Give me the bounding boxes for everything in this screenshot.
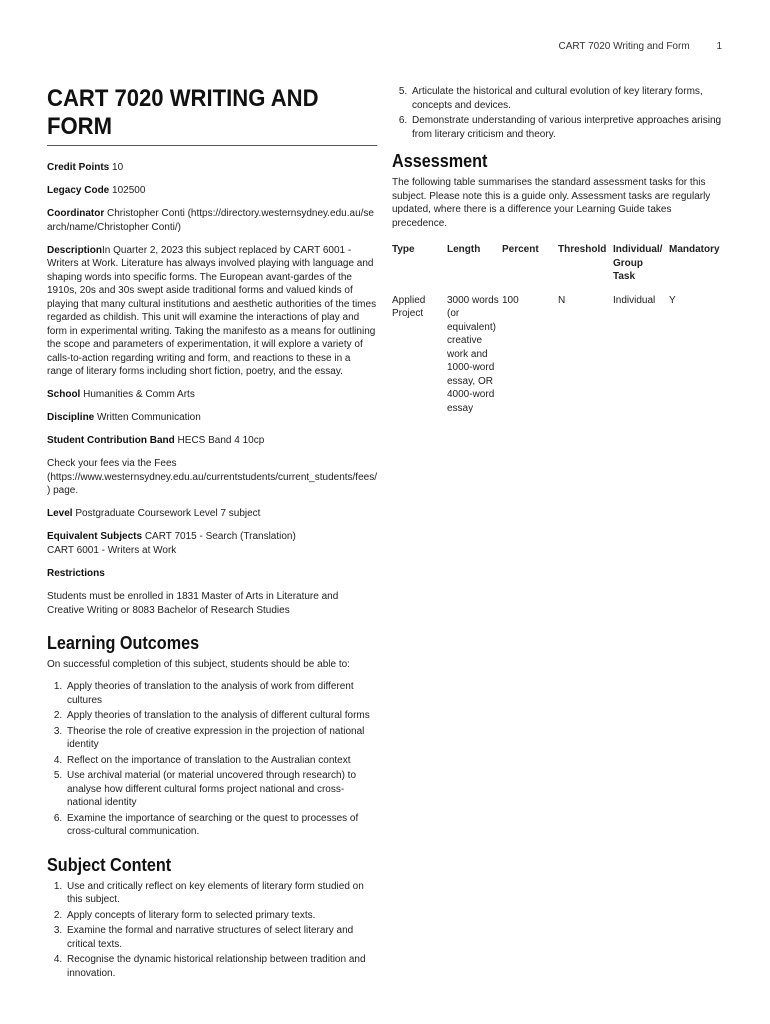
learning-outcomes-list <box>47 680 378 839</box>
list-item: 5. Use archival material (or material uncovered through research) to analyse how different cultural forms project national and cross-national identity <box>65 769 378 810</box>
assessment-heading: Assessment <box>392 151 488 171</box>
restrictions-label: Restrictions <box>47 567 105 579</box>
column-header: Length <box>447 244 481 255</box>
credit-points: Credit Points 10 <box>47 162 124 173</box>
table-cell: 100 <box>502 294 519 306</box>
table-cell: 3000 words (or equivalent) creative work and 1000-word essay, OR 4000-word essay <box>447 294 499 414</box>
learning-outcomes-heading: Learning Outcomes <box>47 632 200 653</box>
running-header-title: CART 7020 Writing and Form <box>558 41 690 52</box>
table-cell: N <box>558 294 566 306</box>
subject-content-heading: Subject Content <box>47 854 172 875</box>
school: School Humanities & Comm Arts <box>47 389 195 400</box>
assessment-intro: The following table summarises the standard assessment tasks for this subject. Please note this is a guide only. Assessment tasks are regularly updated, where there is a difference your Learning Guide takes precedence. <box>392 177 711 229</box>
left-column <box>47 85 378 982</box>
equivalent-subjects: Equivalent Subjects CART 7015 - Search (Translation) CART 6001 - Writers at Work <box>47 531 296 556</box>
list-item: 2. Apply theories of translation to the analysis of different cultural forms <box>65 709 378 723</box>
list-item: 3. Examine the formal and narrative structures of select literary and critical texts. <box>65 924 378 951</box>
column-header: Type <box>392 244 415 255</box>
list-item: 1. Apply theories of translation to the analysis of work from different cultures <box>65 680 378 707</box>
right-column <box>392 85 724 415</box>
list-item: 5. Articulate the historical and cultural evolution of key literary forms, concepts and devices. <box>410 85 724 112</box>
running-header <box>558 41 722 52</box>
table-cell: Y <box>669 294 676 306</box>
list-item: 3. Theorise the role of creative expression in the projection of national identity <box>65 725 378 752</box>
coordinator-link[interactable]: Christopher Conti (https://directory.westernsydney.edu.au/search/name/Christopher Conti/) <box>47 208 374 233</box>
discipline: Discipline Written Communication <box>47 412 201 423</box>
column-header: Threshold <box>558 244 607 255</box>
equivalent-subject-1: CART 7015 - Search (Translation) <box>144 531 296 542</box>
level: Level Postgraduate Coursework Level 7 subject <box>47 508 261 519</box>
list-item: 2. Apply concepts of literary form to selected primary texts. <box>65 909 378 923</box>
legacy-code: Legacy Code 102500 <box>47 185 146 196</box>
table-row <box>392 292 724 416</box>
table-cell: Applied Project <box>392 294 426 319</box>
list-item: 4. Recognise the dynamic historical relationship between tradition and innovation. <box>65 953 378 980</box>
column-header: Individual/ Group Task <box>613 244 663 282</box>
description: DescriptionIn Quarter 2, 2023 this subject replaced by CART 6001 - Writers at Work. Literature has always involved playing with language and shaping words into specific forms. The European avant-gardes of the 1910s, 20s and 30s swept aside traditional forms and valued kinds of playing that many cultural institutions and aesthetic authorities of the times regarded as childish. This unit will examine the interactions of play and form in experimental writing. Taking the manifesto as a means for outlining the scope and parameters of experimentation, it will explore a variety of calls-to-action regarding writing and form, and reactions to these in a range of literary forms including short fiction, poetry, and the essay. <box>47 244 377 377</box>
table-cell: Individual <box>613 294 656 306</box>
list-item: 1. Use and critically reflect on key elements of literary form studied on this subject. <box>65 880 378 907</box>
subject-content-list <box>47 880 378 981</box>
learning-outcomes-intro: On successful completion of this subject, students should be able to: <box>47 658 350 670</box>
page-title: CART 7020 WRITING AND FORM <box>47 85 377 146</box>
list-item: 6. Examine the importance of searching or the quest to processes of cross-cultural communication. <box>65 812 378 839</box>
table-header-row <box>392 239 724 292</box>
page-number: 1 <box>716 41 722 52</box>
subject-content-continued-list <box>392 85 724 141</box>
list-item: 6. Demonstrate understanding of various interpretive approaches arising from literary criticism and theory. <box>410 114 724 141</box>
restrictions-text: Students must be enrolled in 1831 Master of Arts in Literature and Creative Writing or 8083 Bachelor of Research Studies <box>47 591 339 616</box>
column-header: Mandatory <box>669 244 720 255</box>
fees-link[interactable]: Check your fees via the Fees (https://www.westernsydney.edu.au/currentstudents/current_students/fees/) page. <box>47 458 377 496</box>
equivalent-subject-2: CART 6001 - Writers at Work <box>47 544 177 556</box>
contribution-band: Student Contribution Band HECS Band 4 10cp <box>47 435 265 446</box>
coordinator: Coordinator Christopher Conti (https://directory.westernsydney.edu.au/search/name/Christopher Conti/) <box>47 208 374 233</box>
list-item: 4. Reflect on the importance of translation to the Australian context <box>65 754 378 768</box>
column-header: Percent <box>502 244 539 255</box>
assessment-table <box>392 239 724 415</box>
